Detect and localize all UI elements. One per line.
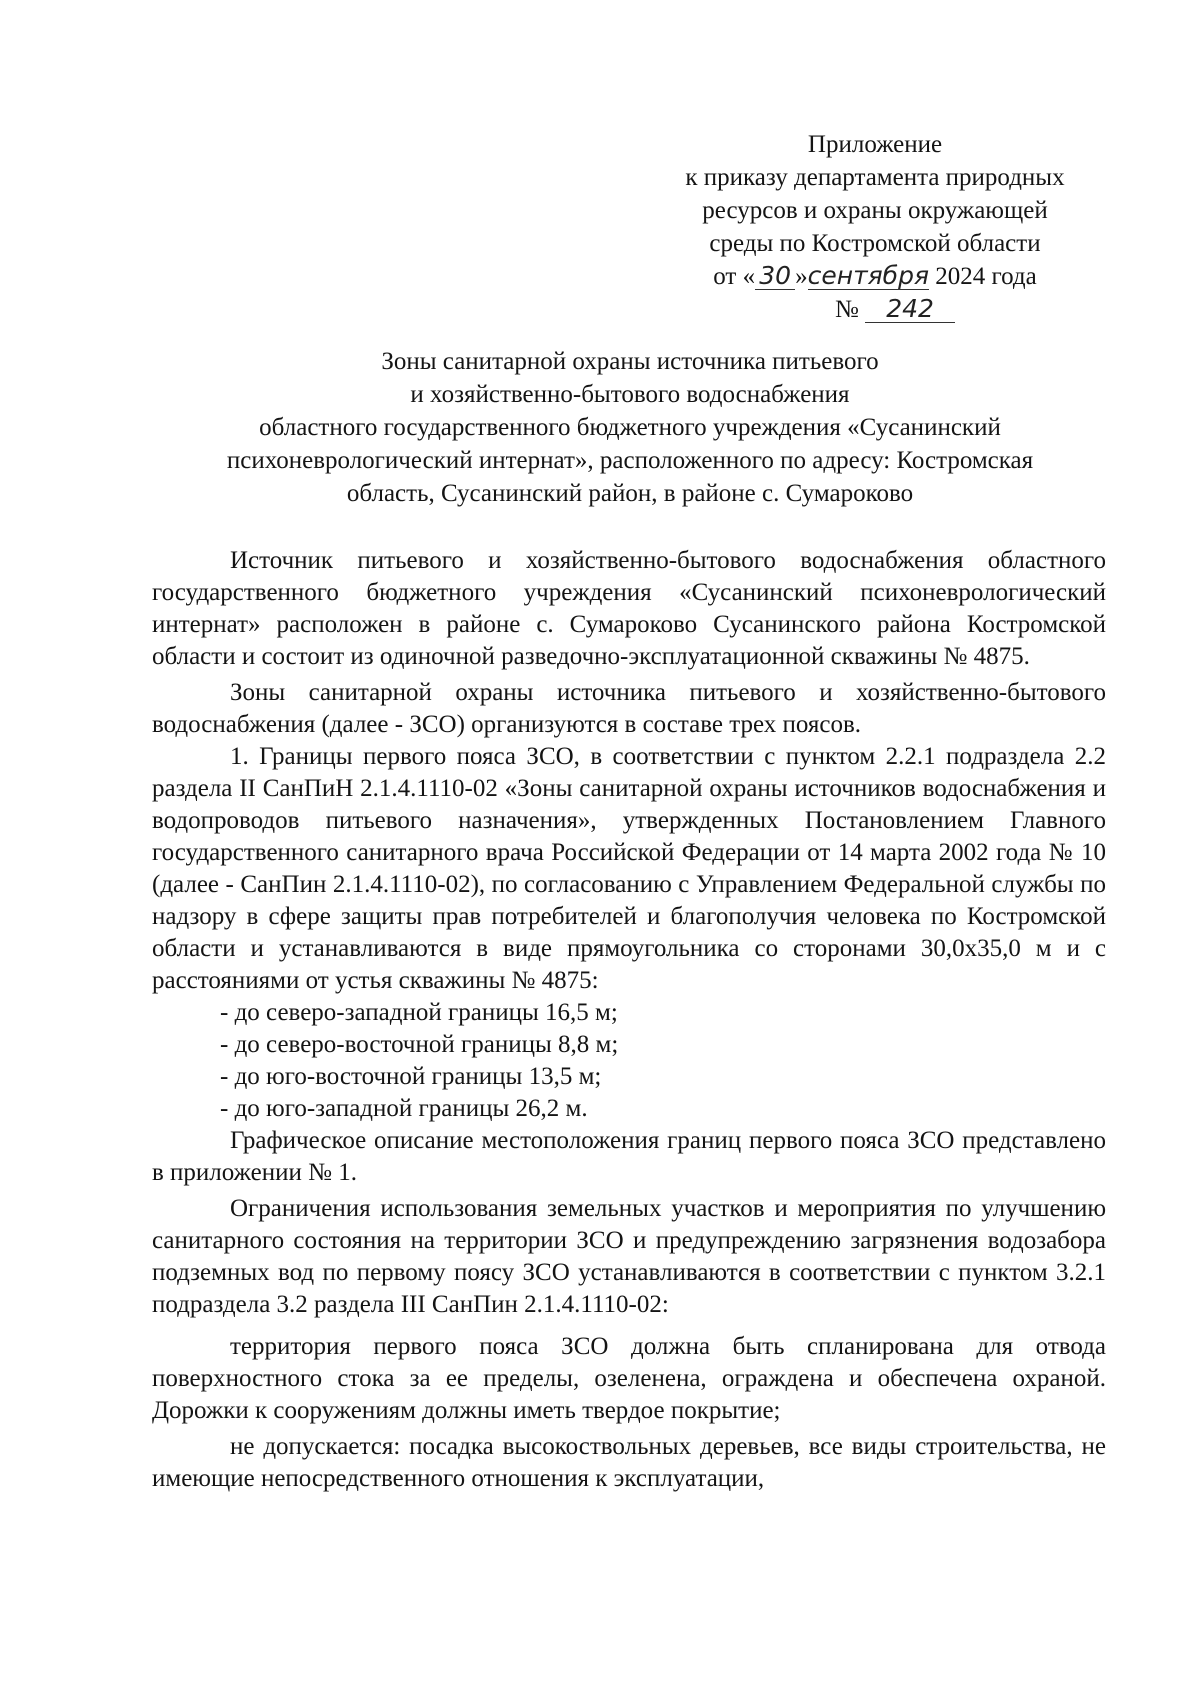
title-line-1: Зоны санитарной охраны источника питьевого: [381, 348, 879, 375]
document-body: [152, 545, 1106, 1495]
title-line-3: областного государственного бюджетного учреждения «Сусанинский: [259, 414, 1001, 441]
paragraph-territory: территория первого пояса ЗСО должна быть спланирована для отвода поверхностного стока за ее пределы, озеленена, ограждена и обеспечена охраной. Дорожки к сооружениям должны иметь твердое покрытие;: [152, 1333, 1106, 1424]
order-number-handwritten: 242: [865, 296, 955, 323]
number-prefix: №: [834, 296, 866, 323]
title-line-2: и хозяйственно-бытового водоснабжения: [410, 381, 850, 408]
list-item-southwest: - до юго-западной границы 26,2 м.: [220, 1095, 588, 1122]
date-suffix: 2024 года: [929, 263, 1037, 290]
appendix-header: [640, 128, 1110, 326]
appendix-order-line: к приказу департамента природных: [685, 164, 1065, 191]
list-item-northeast: - до северо-восточной границы 8,8 м;: [220, 1031, 619, 1058]
paragraph-restrictions: Ограничения использования земельных участков и мероприятия по улучшению санитарного состояния на территории ЗСО и предупреждению загрязнения водозабора подземных вод по первому поясу ЗСО устанавливаются в соответствии с пунктом 3.2.1 подраздела 3.2 раздела III СанПин 2.1.4.1110-02:: [152, 1195, 1106, 1318]
paragraph-not-allowed: не допускается: посадка высокоствольных деревьев, все виды строительства, не имеющие непосредственного отношения к эксплуатации,: [152, 1433, 1106, 1492]
date-mid: »: [795, 263, 808, 290]
appendix-department-line: ресурсов и охраны окружающей: [702, 197, 1048, 224]
date-day-handwritten: 30: [755, 263, 795, 290]
title-line-5: область, Сусанинский район, в районе с. Сумароково: [346, 480, 914, 507]
appendix-region-line: среды по Костромской области: [709, 230, 1041, 257]
paragraph-source: Источник питьевого и хозяйственно-бытового водоснабжения областного государственного бюджетного учреждения «Сусанинский психоневрологический интернат» расположен в районе с. Сумароково Сусанинского района Костромской области и состоит из одиночной разведочно-эксплуатационной скважины № 4875.: [152, 547, 1106, 670]
appendix-title: Приложение: [807, 131, 943, 158]
list-item-southeast: - до юго-восточной границы 13,5 м;: [220, 1063, 602, 1090]
document-title: [150, 345, 1110, 510]
paragraph-graphic-description: Графическое описание местоположения границ первого пояса ЗСО представлено в приложении № 1.: [152, 1127, 1106, 1186]
paragraph-zones: Зоны санитарной охраны источника питьевого и хозяйственно-бытового водоснабжения (далее - ЗСО) организуются в составе трех поясов.: [152, 679, 1106, 738]
date-prefix: от «: [713, 263, 756, 290]
appendix-date-line: [640, 260, 1110, 293]
appendix-number-line: [640, 293, 1110, 326]
title-line-4: психоневрологический интернат», расположенного по адресу: Костромская: [226, 447, 1034, 474]
paragraph-first-belt: 1. Границы первого пояса ЗСО, в соответствии с пунктом 2.2.1 подраздела 2.2 раздела II СанПиН 2.1.4.1110-02 «Зоны санитарной охраны источников водоснабжения и водопроводов питьевого назначения», утвержденных Постановлением Главного государственного санитарного врача Российской Федерации от 14 марта 2002 года № 10 (далее - СанПин 2.1.4.1110-02), по согласованию с Управлением Федеральной службы по надзору в сфере защиты прав потребителей и благополучия человека по Костромской области и устанавливаются в виде прямоугольника со сторонами 30,0х35,0 м и с расстояниями от устья скважины № 4875:: [152, 743, 1106, 994]
list-item-northwest: - до северо-западной границы 16,5 м;: [220, 999, 618, 1026]
date-month-handwritten: сентября: [807, 261, 930, 290]
